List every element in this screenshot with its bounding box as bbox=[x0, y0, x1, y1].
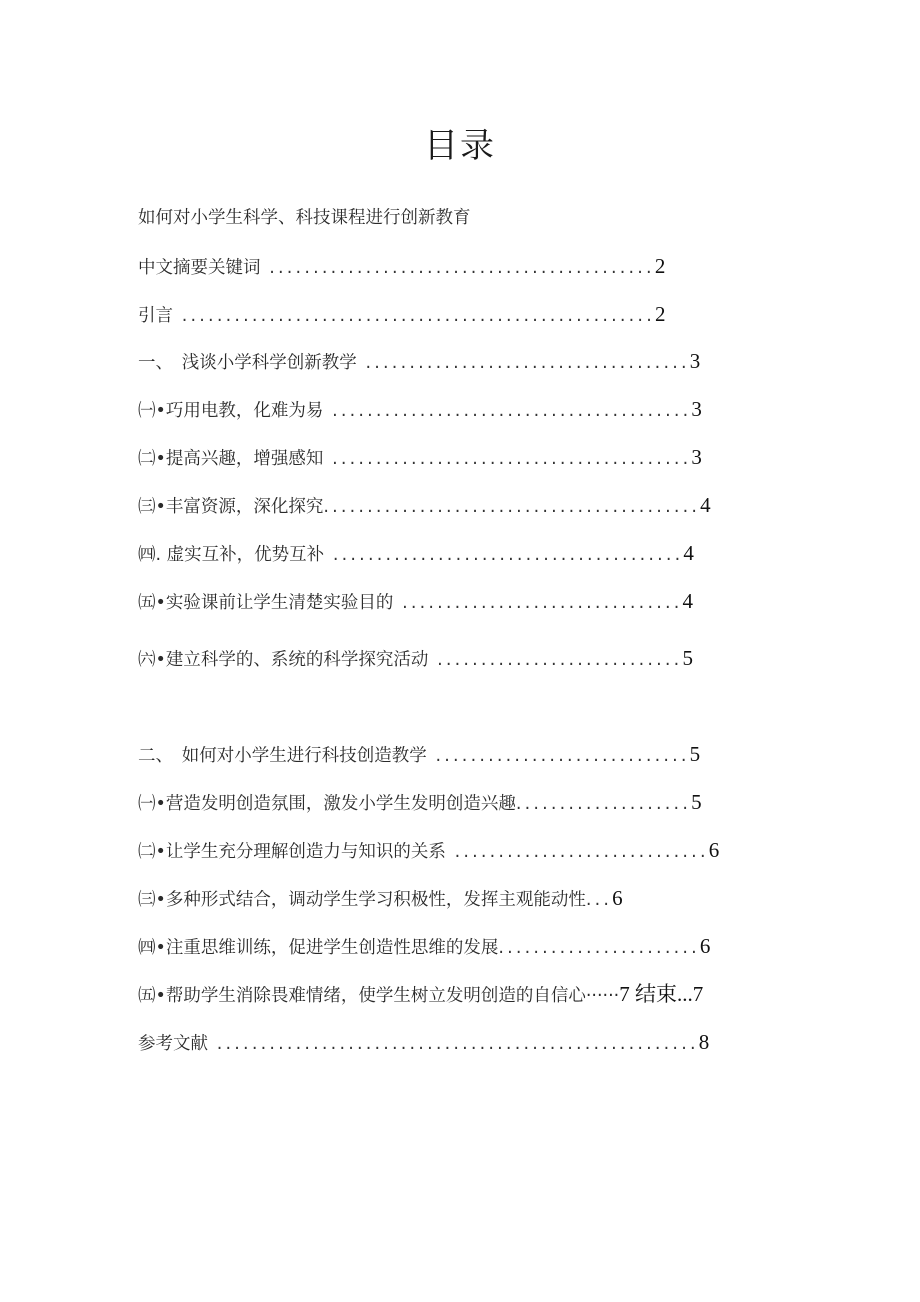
toc-entry-2-3[interactable] bbox=[138, 883, 623, 913]
toc-page-number: 5 bbox=[691, 790, 702, 814]
toc-leader-dots: ..................................... bbox=[356, 353, 690, 373]
toc-entry-label: 二、 如何对小学生进行科技创造教学 bbox=[138, 746, 427, 766]
toc-page-number: 2 bbox=[654, 254, 666, 278]
toc-entry-label: ㈡•提高兴趣，增强感知 bbox=[138, 449, 324, 469]
toc-page-number: 3 bbox=[689, 349, 701, 373]
toc-leader-dots: ... bbox=[585, 890, 613, 910]
toc-leader-dots: ............................. bbox=[426, 746, 690, 766]
toc-page-number: 6 bbox=[612, 886, 623, 910]
toc-leader-dots: ................................ bbox=[393, 593, 683, 613]
toc-page-number: 5 bbox=[689, 742, 701, 766]
toc-leader-dots: ........................................ bbox=[324, 545, 684, 565]
toc-leader-dots: ......................................... bbox=[323, 449, 692, 469]
toc-leader-dots: ............................ bbox=[428, 650, 683, 670]
toc-page-number: 4 bbox=[700, 493, 711, 517]
toc-entry-introduction[interactable] bbox=[138, 299, 665, 329]
toc-page-number: 3 bbox=[691, 397, 702, 421]
toc-entry-1-2[interactable] bbox=[138, 442, 702, 472]
toc-entry-label: ㈡•让学生充分理解创造力与知识的关系 bbox=[138, 842, 446, 862]
toc-page-number: 4 bbox=[682, 589, 693, 613]
toc-entry-2-5-and-conclusion[interactable] bbox=[138, 979, 703, 1009]
toc-entry-label: ㈢•多种形式结合，调动学生学习积极性，发挥主观能动性 bbox=[138, 890, 586, 910]
toc-entry-label: 如何对小学生科学、科技课程进行创新教育 bbox=[138, 208, 471, 228]
toc-entry-label: ㈠•巧用电教，化难为易 bbox=[138, 401, 324, 421]
toc-page-number: 4 bbox=[683, 541, 694, 565]
toc-entry-1-4[interactable] bbox=[138, 538, 694, 568]
toc-entry-2-2[interactable] bbox=[138, 835, 719, 865]
toc-entry-1-1[interactable] bbox=[138, 394, 702, 424]
toc-leader-dots: ............................................ bbox=[260, 258, 655, 278]
toc-leader-dots: ......................................... bbox=[323, 401, 692, 421]
toc-leader-dots: ....................................................... bbox=[208, 1034, 699, 1054]
toc-entry-1-3[interactable] bbox=[138, 490, 711, 520]
toc-page-number: 8 bbox=[698, 1030, 710, 1054]
toc-entry-label: ㈤•帮助学生消除畏难情绪，使学生树立发明创造的自信心······ bbox=[138, 986, 620, 1006]
toc-leader-dots: ........................................... bbox=[323, 497, 701, 517]
toc-page-number: 2 bbox=[654, 302, 666, 326]
toc-leader-dots: ....................... bbox=[498, 938, 700, 958]
toc-entry-label: ㈥•建立科学的、系统的科学探究活动 bbox=[138, 650, 429, 670]
toc-entry-1-6[interactable] bbox=[138, 643, 693, 673]
toc-entry-label: 一、 浅谈小学科学创新教学 bbox=[138, 353, 357, 373]
toc-entry-2-1[interactable] bbox=[138, 787, 702, 817]
toc-entry-label: ㈣•注重思维训练，促进学生创造性思维的发展 bbox=[138, 938, 499, 958]
toc-leader-dots: ...................................................... bbox=[173, 306, 655, 326]
toc-entry-label: ㈣. 虚实互补，优势互补 bbox=[138, 545, 325, 565]
toc-entry-1-5[interactable] bbox=[138, 586, 693, 616]
toc-entry-references[interactable] bbox=[138, 1027, 709, 1057]
toc-entry-abstract[interactable] bbox=[138, 251, 665, 281]
toc-entry-section-1[interactable] bbox=[138, 346, 700, 376]
toc-leader-dots: .................... bbox=[515, 794, 692, 814]
page-title: 目录 bbox=[424, 126, 496, 166]
toc-entry-label: ㈠•营造发明创造氛围，激发小学生发明创造兴趣 bbox=[138, 794, 516, 814]
toc-entry-label: 参考文献 bbox=[138, 1034, 208, 1054]
toc-page-number: 6 bbox=[699, 934, 711, 958]
toc-page-number: 7 结束...7 bbox=[619, 982, 704, 1006]
toc-entry-document-title[interactable] bbox=[138, 203, 471, 233]
toc-entry-section-2[interactable] bbox=[138, 739, 700, 769]
toc-entry-label: 引言 bbox=[138, 306, 173, 326]
toc-page-number: 6 bbox=[708, 838, 720, 862]
toc-entry-2-4[interactable] bbox=[138, 931, 710, 961]
toc-page-number: 3 bbox=[691, 445, 702, 469]
toc-page-number: 5 bbox=[682, 646, 693, 670]
toc-leader-dots: ............................. bbox=[445, 842, 709, 862]
toc-entry-label: ㈤•实验课前让学生清楚实验目的 bbox=[138, 593, 394, 613]
toc-entry-label: 中文摘要关键词 bbox=[138, 258, 261, 278]
toc-entry-label: ㈢•丰富资源，深化探究 bbox=[138, 497, 324, 517]
